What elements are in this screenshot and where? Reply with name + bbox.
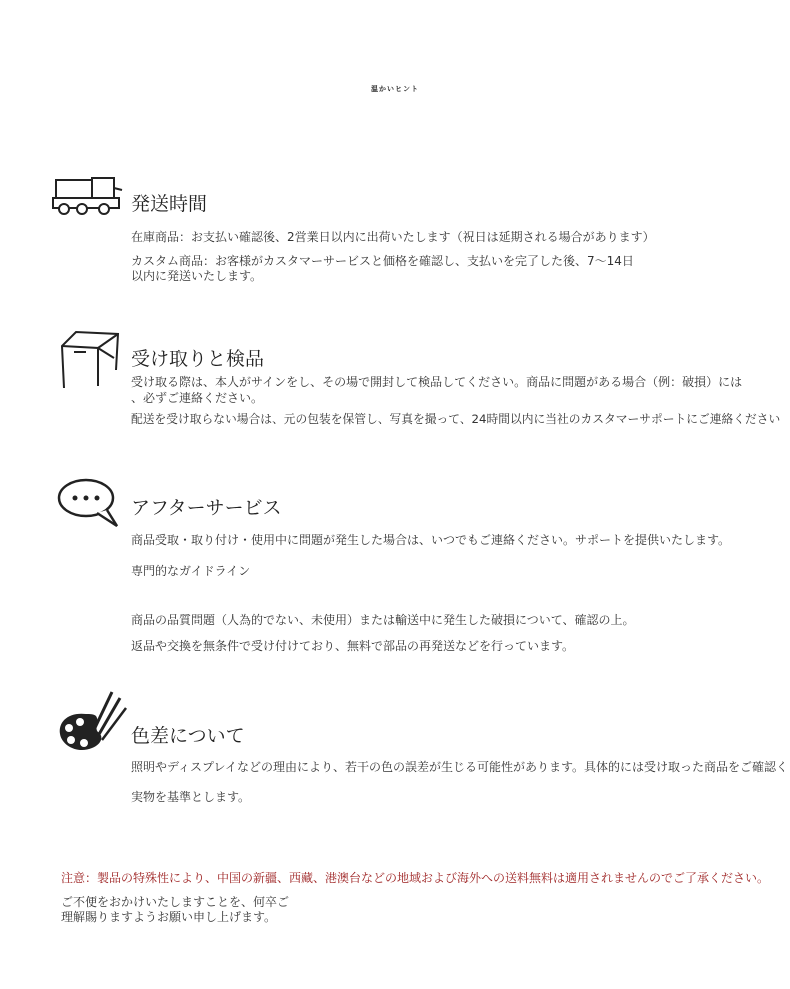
shipping-custom-text-2: 以内に発送いたします。 [131, 269, 263, 283]
after-service-guideline-text: 専門的なガイドライン [131, 564, 251, 578]
palette-icon [56, 688, 130, 754]
color-standard-text: 実物を基準とします。 [131, 790, 251, 804]
receipt-inspect-text-1: 受け取る際は、本人がサインをし、その場で開封して検品してください。商品に問題がある場合（例：破損）には [131, 375, 743, 389]
chat-bubble-icon [57, 478, 119, 528]
shipping-warning-notice: 注意：製品の特殊性により、中国の新疆、西藏、港澳台などの地域および海外への送料無料は適用されませんのでご了承ください。 [61, 871, 770, 885]
after-service-quality-text: 商品の品質問題（人為的でない、未使用）または輸送中に発生した破損について、確認の上。 [131, 613, 635, 627]
page-title: 温かいヒント [371, 85, 419, 93]
receipt-refuse-text: 配送を受け取らない場合は、元の包装を保管し、写真を撮って、24時間以内に当社のカスタマーサポートにご連絡ください [131, 412, 781, 426]
after-service-heading: アフターサービス [131, 497, 282, 519]
color-reason-text: 照明やディスプレイなどの理由により、若干の色の誤差が生じる可能性があります。具体的には受け取った商品をご確認く [131, 760, 789, 774]
receipt-heading: 受け取りと検品 [131, 348, 265, 370]
after-service-contact-text: 商品受取・取り付け・使用中に問題が発生した場合は、いつでもご連絡ください。サポートを提供いたします。 [131, 533, 731, 547]
apology-text-1: ご不便をおかけいたしますことを、何卒ご [61, 895, 290, 909]
shipping-custom-text-1: カスタム商品：お客様がカスタマーサービスと価格を確認し、支払いを完了した後、7～14日 [131, 254, 634, 268]
box-icon [58, 330, 124, 390]
apology-text-2: 理解賜りますようお願い申し上げます。 [61, 910, 277, 924]
shipping-heading: 発送時間 [131, 193, 208, 215]
truck-icon [52, 176, 124, 216]
receipt-inspect-text-2: 、必ずご連絡ください。 [131, 391, 264, 405]
after-service-return-text: 返品や交換を無条件で受け付けており、無料で部品の再発送などを行っています。 [131, 639, 575, 653]
color-heading: 色差について [131, 725, 245, 747]
shipping-stock-text: 在庫商品：お支払い確認後、2営業日以内に出荷いたします（祝日は延期される場合があります） [131, 230, 655, 244]
